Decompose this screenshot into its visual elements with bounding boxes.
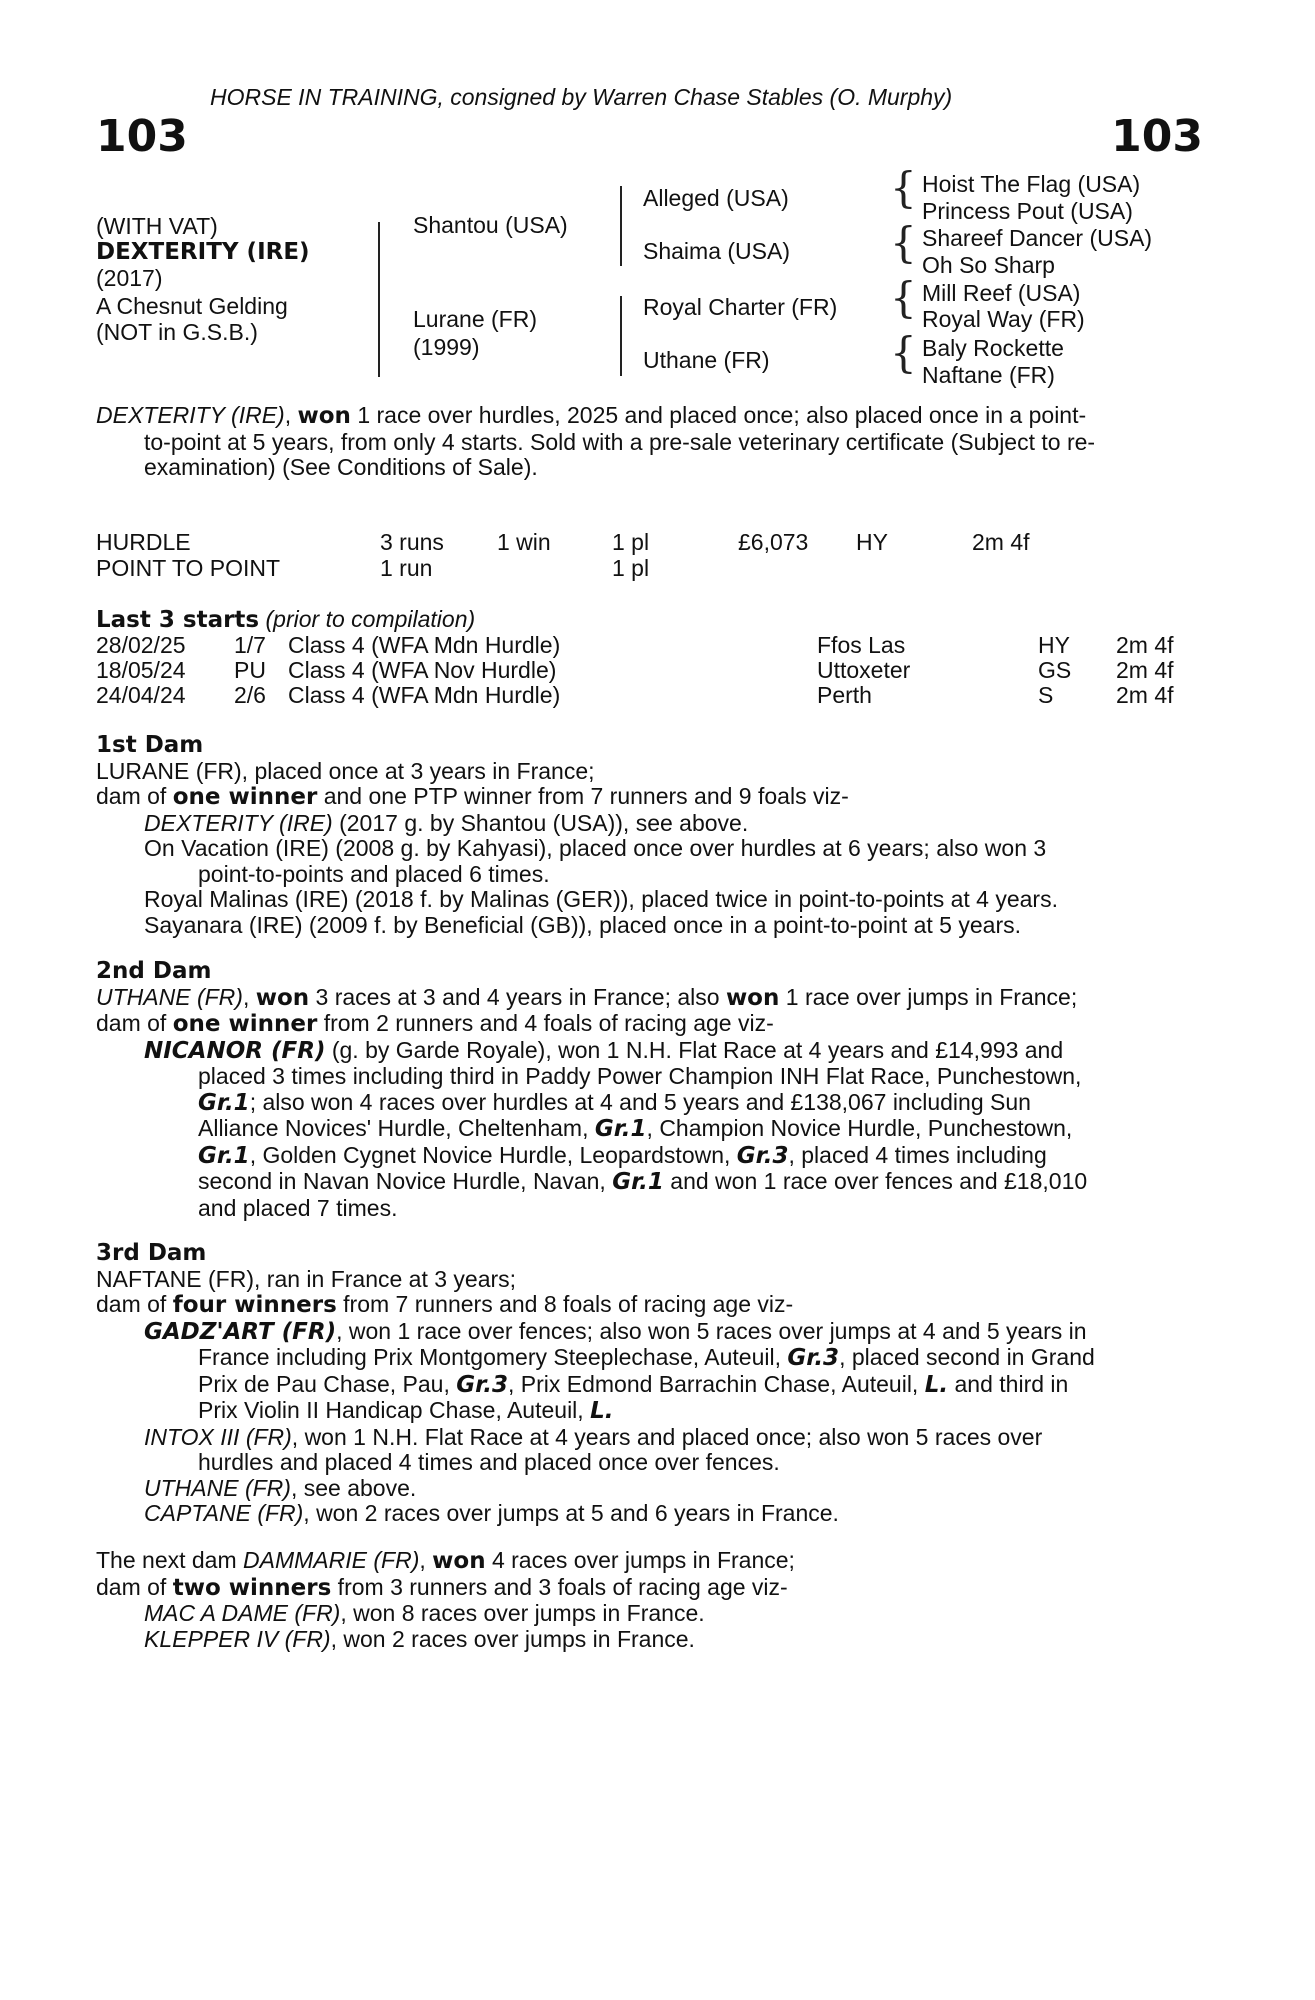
start-date: 28/02/25 [96,632,186,658]
third-dam-heading: 3rd Dam [96,1240,207,1266]
produce-entry-cont: hurdles and placed 4 times and placed once over fences. [198,1449,780,1475]
pedigree-gen4-1: Hoist The Flag (USA) [922,171,1141,197]
start-going: GS [1038,657,1072,683]
produce-entry-cont: placed 3 times including third in Paddy Power Champion INH Flat Race, Punchestown, [198,1063,1082,1089]
pedigree-sire: Shantou (USA) [413,212,568,238]
pedigree-gen4-5: Mill Reef (USA) [922,280,1081,306]
second-dam-produce-line: dam of one winner from 2 runners and 4 foals of racing age viz- [96,1010,774,1037]
racing-summary: DEXTERITY (IRE), won 1 race over hurdles, 2025 and placed once; also placed once in a point- to-point at 5 years, from only 4 starts. Sold with a pre-sale veterinary certificate (Subject to re- examination) (See Conditions of Sale). [96,403,1203,481]
start-position: PU [234,657,266,683]
second-dam-line: UTHANE (FR), won 3 races at 3 and 4 years in France; also won 1 race over jumps in France; [96,983,1078,1011]
horse-year: (2017) [96,265,163,291]
horse-description: A Chesnut Gelding [96,293,288,319]
produce-entry-cont: second in Navan Novice Hurdle, Navan, Gr.1 and won 1 race over fences and £18,010 [198,1168,1088,1195]
produce-entry-cont: point-to-points and placed 6 times. [198,860,550,887]
produce-entry: CAPTANE (FR), won 2 races over jumps at 5 and 6 years in France. [144,1500,839,1526]
pedigree-brace: { [890,163,917,212]
produce-entry-cont: Alliance Novices' Hurdle, Cheltenham, Gr.1, Champion Novice Hurdle, Punchestown, [198,1115,1073,1142]
start-course: Uttoxeter [817,657,911,683]
produce-entry: GADZ'ART (FR), won 1 race over fences; also won 5 races over jumps at 4 and 5 years in [144,1317,1087,1345]
start-position: 1/7 [234,632,266,658]
record-placed: 1 pl [612,555,650,581]
second-dam-section [96,958,1203,1221]
produce-entry: DEXTERITY (IRE) (2017 g. by Shantou (USA)), see above. [144,809,749,836]
start-distance: 2m 4f [1116,632,1174,658]
pedigree-dam-year: (1999) [413,334,480,360]
produce-entry: Sayanara (IRE) (2009 f. by Beneficial (GB)), placed once in a point-to-point at 5 years. [144,911,1021,938]
start-course: Perth [817,682,872,708]
first-dam-line: LURANE (FR), placed once at 3 years in France; [96,757,595,784]
pedigree-dam: Lurane (FR) [413,306,537,332]
last-starts-title: Last 3 starts [96,607,260,633]
start-race: Class 4 (WFA Nov Hurdle) [288,657,557,683]
produce-entry: UTHANE (FR), see above. [144,1474,417,1501]
summary-line-2: to-point at 5 years, from only 4 starts. Sold with a pre-sale veterinary certificate (Subject to re- [144,428,1096,455]
first-dam-produce-line: dam of one winner and one PTP winner from 7 runners and 9 foals viz- [96,783,849,810]
pedigree-gen4-8: Naftane (FR) [922,362,1055,388]
summary-horse-name: DEXTERITY (IRE) [96,402,285,428]
record-runs: 1 run [380,555,433,581]
gsb-status: (NOT in G.S.B.) [96,319,258,345]
produce-entry-cont: Prix Violin II Handicap Chase, Auteuil, L. [198,1397,614,1424]
produce-entry-cont: Prix de Pau Chase, Pau, Gr.3, Prix Edmond Barrachin Chase, Auteuil, L. and third in [198,1370,1069,1398]
lot-number-left: 103 [96,111,188,162]
pedigree-brace [378,222,380,377]
produce-entry-cont: France including Prix Montgomery Steeplechase, Auteuil, Gr.3, placed second in Grand [198,1344,1095,1371]
third-dam-line: NAFTANE (FR), ran in France at 3 years; [96,1265,517,1292]
start-race: Class 4 (WFA Mdn Hurdle) [288,632,561,658]
produce-entry: NICANOR (FR) (g. by Garde Royale), won 1 N.H. Flat Race at 4 years and £14,993 and [144,1036,1064,1064]
start-position: 2/6 [234,682,266,708]
pedigree-brace [620,296,622,376]
third-dam-section [96,1240,1203,1527]
start-course: Ffos Las [817,632,906,658]
produce-entry: KLEPPER IV (FR), won 2 races over jumps in France. [144,1625,695,1652]
pedigree-brace: { [890,218,917,267]
pedigree-gen4-6: Royal Way (FR) [922,306,1085,332]
horse-name: DEXTERITY (IRE) [96,239,310,265]
pedigree-dam-dam: Uthane (FR) [643,347,770,373]
third-dam-produce-line: dam of four winners from 7 runners and 8 foals of racing age viz- [96,1291,794,1318]
start-distance: 2m 4f [1116,682,1174,708]
summary-won: won [297,403,351,429]
last-starts-subtitle: (prior to compilation) [265,606,476,632]
pedigree-gen4-2: Princess Pout (USA) [922,198,1133,224]
record-placed: 1 pl [612,529,650,555]
record-type: POINT TO POINT [96,555,281,581]
summary-line-1: 1 race over hurdles, 2025 and placed once; also placed once in a point- [350,402,1087,428]
last-starts-heading [96,606,475,633]
next-dam-line: The next dam DAMMARIE (FR), won 4 races over jumps in France; [96,1547,795,1574]
produce-entry: On Vacation (IRE) (2008 g. by Kahyasi), placed once over hurdles at 6 years; also won 3 [144,835,1047,861]
pedigree-gen4-3: Shareef Dancer (USA) [922,225,1153,251]
produce-entry: INTOX III (FR), won 1 N.H. Flat Race at 4 years and placed once; also won 5 races over [144,1423,1043,1450]
lot-number-right: 103 [1111,111,1203,162]
next-dam-section [96,1548,1203,1652]
pedigree-brace [620,186,622,266]
first-dam-section [96,732,1203,938]
second-dam-heading: 2nd Dam [96,958,212,984]
pedigree-sire-dam: Shaima (USA) [643,238,790,264]
start-distance: 2m 4f [1116,657,1174,683]
produce-entry-cont: Gr.1; also won 4 races over hurdles at 4 and 5 years and £138,067 including Sun [198,1088,1031,1116]
next-dam-produce-line: dam of two winners from 3 runners and 3 foals of racing age viz- [96,1573,788,1601]
start-date: 24/04/24 [96,682,186,708]
record-type: HURDLE [96,529,191,555]
first-dam-heading: 1st Dam [96,732,204,758]
vat-label: (WITH VAT) [96,213,218,239]
record-wins: 1 win [497,529,551,555]
pedigree-brace: { [890,328,917,377]
record-distance: 2m 4f [972,529,1030,555]
start-going: HY [1038,632,1070,658]
pedigree-brace: { [890,273,917,322]
pedigree-sire-sire: Alleged (USA) [643,185,789,211]
produce-entry-cont: and placed 7 times. [198,1194,398,1221]
pedigree-gen4-4: Oh So Sharp [922,252,1055,278]
start-going: S [1038,682,1054,708]
produce-entry: Royal Malinas (IRE) (2018 f. by Malinas (GER)), placed twice in point-to-points at 4 years. [144,886,1058,912]
summary-line-3: examination) (See Conditions of Sale). [144,454,538,480]
pedigree-dam-sire: Royal Charter (FR) [643,294,838,320]
start-date: 18/05/24 [96,657,186,683]
pedigree-gen4-7: Baly Rockette [922,335,1064,361]
consignment-heading: HORSE IN TRAINING, consigned by Warren Chase Stables (O. Murphy) [210,84,953,110]
start-race: Class 4 (WFA Mdn Hurdle) [288,682,561,708]
record-runs: 3 runs [380,529,444,555]
record-prize-money: £6,073 [738,529,809,555]
record-going: HY [856,529,888,555]
produce-entry-cont: Gr.1, Golden Cygnet Novice Hurdle, Leopardstown, Gr.3, placed 4 times including [198,1141,1047,1169]
produce-entry: MAC A DAME (FR), won 8 races over jumps in France. [144,1600,705,1626]
